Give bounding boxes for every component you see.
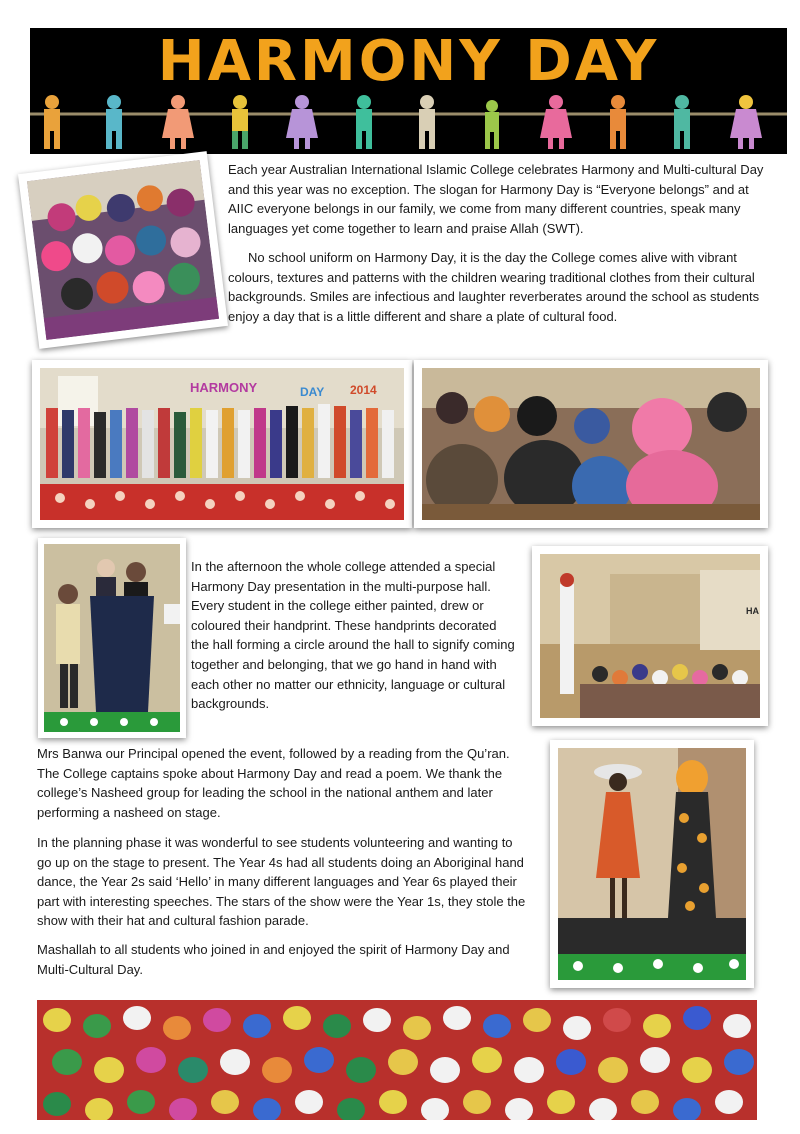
afternoon-paragraph: In the afternoon the whole college attended a special Harmony Day presentation in the multi-purpose hall. Every student in the college either painted, drew or coloured their handprint. These handprints decorated the hall forming a circle around the hall to signify coming together and belonging, that we go hand in hand with each other no matter our ethnicity, language or cultural backgrounds. [191, 559, 515, 712]
figure-1 [44, 95, 60, 149]
figure-6 [356, 95, 372, 149]
banner-title: HARMONY DAY [157, 29, 660, 94]
harmony-day-banner [30, 28, 787, 154]
intro-paragraph: Each year Australian International Islamic College celebrates Harmony and Multi-cultural Day and this year was no exception. The slogan for Harmony Day is “Everyone belongs” and at AIIC everyone belongs in our family, we come from many different countries, speak many languages yet come together to learn and praise Allah (SWT). [228, 162, 764, 236]
uniform-paragraph: No school uniform on Harmony Day, it is the day the College comes alive with vibrant colours, textures and patterns with the children wearing traditional clothes from their cultural backgrounds. Smiles are infectious and laughter reverberates around the school as students enjoy a day that is a little different and share a plate of cultural food. [228, 250, 760, 324]
paper-people-chain-illustration [30, 94, 787, 154]
stage-banner-year: 2014 [350, 383, 377, 397]
students-group-photo [18, 151, 228, 349]
handprint-wall-photo [37, 1000, 757, 1120]
figure-2 [106, 95, 122, 149]
figure-5 [286, 95, 318, 149]
hall-audience-photo [532, 546, 768, 726]
figure-10 [610, 95, 626, 149]
lectern-speakers-photo [38, 538, 186, 738]
closing-paragraph: Mashallah to all students who joined in and enjoyed the spirit of Harmony Day and Multi-Cultural Day. [37, 942, 510, 977]
stage-banner-day: DAY [300, 385, 325, 399]
stage-line-photo [32, 360, 412, 528]
principal-paragraph: Mrs Banwa our Principal opened the event, followed by a reading from the Qu’ran. The College captains spoke about Harmony Day and read a poem. We thank the college’s Nasheed group for leading the school in the national anthem and later performing a nasheed on stage. [37, 746, 510, 820]
figure-8 [485, 100, 499, 149]
figure-4 [232, 95, 248, 149]
figure-7 [419, 95, 435, 149]
figure-9 [540, 95, 572, 149]
figure-11 [674, 95, 690, 149]
planning-paragraph: In the planning phase it was wonderful to see students volunteering and wanting to go up on the stage to present. The Year 4s had all students doing an Aboriginal hand dance, the Year 2s said ‘Hello’ in many different languages and Year 6s played their part with interesting speeches. The stars of the show were the Year 1s, they stole the show with their hat and cultural fashion parade. [37, 835, 526, 929]
figure-3 [162, 95, 194, 149]
svg-text:HA: HA [746, 606, 759, 616]
fashion-parade-photo [550, 740, 754, 988]
stage-banner-harmony: HARMONY [190, 380, 258, 395]
seated-girls-photo [414, 360, 768, 528]
figure-12 [730, 95, 762, 149]
